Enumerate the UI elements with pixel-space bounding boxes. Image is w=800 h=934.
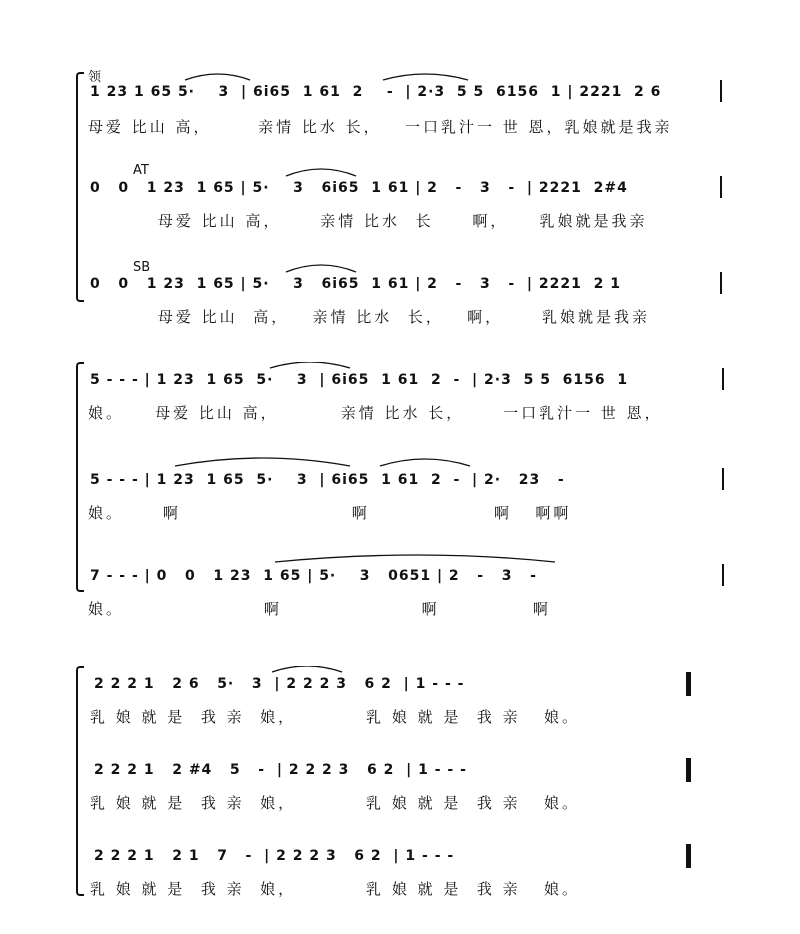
staff-1-notes: 5 - - - | 1 23 1 65 5· 3 | 6i65 1 61 2 - | 2·3 5 5 6156 1 xyxy=(90,372,629,388)
system-brace xyxy=(76,72,84,302)
voice-label-lead: 领 xyxy=(88,70,102,85)
staff-2-notes: 5 - - - | 1 23 1 65 5· 3 | 6i65 1 61 2 - | 2· 23 - xyxy=(90,472,565,488)
barline-right xyxy=(722,564,724,586)
staff-3-lyrics: 母爱 比山 高， 亲情 比水 长， 啊， 乳娘就是我亲 xyxy=(88,308,650,326)
voice-label-sb: SB xyxy=(133,260,151,275)
staff-3-notes: 0 0 1 23 1 65 | 5· 3 6i65 1 61 | 2 - 3 - | 2221 2 1 xyxy=(90,276,621,292)
score-system-1 xyxy=(0,0,800,326)
system-brace xyxy=(76,362,84,592)
staff-2-lyrics: 乳 娘 就 是 我 亲 娘， 乳 娘 就 是 我 亲 娘。 xyxy=(90,794,580,812)
staff-3-lyrics: 娘。 啊 啊 啊 xyxy=(88,600,551,618)
barline-right xyxy=(720,272,722,294)
staff-1-lyrics: 母爱 比山 高， 亲情 比水 长， 一口乳汁一 世 恩，乳娘就是我亲 xyxy=(88,118,673,136)
staff-2-notes: 0 0 1 23 1 65 | 5· 3 6i65 1 61 | 2 - 3 - | 2221 2#4 xyxy=(90,180,628,196)
barline-right xyxy=(720,176,722,198)
staff-1-lyrics: 娘。 母爱 比山 高， 亲情 比水 长， 一口乳汁一 世 恩， xyxy=(88,404,663,422)
final-barline xyxy=(686,844,691,868)
staff-1-lyrics: 乳 娘 就 是 我 亲 娘， 乳 娘 就 是 我 亲 娘。 xyxy=(90,708,580,726)
final-barline xyxy=(686,758,691,782)
staff-1-notes: 2 2 2 1 2 6 5· 3 | 2 2 2 3 6 2 | 1 - - - xyxy=(94,676,465,692)
voice-label-at: AT xyxy=(133,163,149,178)
staff-2-lyrics: 娘。 啊 啊 啊 啊啊 xyxy=(88,504,572,522)
barline-right xyxy=(722,468,724,490)
staff-3-notes: 2 2 2 1 2 1 7 - | 2 2 2 3 6 2 | 1 - - - xyxy=(94,848,455,864)
score-system-2 xyxy=(0,362,800,632)
final-barline xyxy=(686,672,691,696)
staff-2-notes: 2 2 2 1 2 #4 5 - | 2 2 2 3 6 2 | 1 - - - xyxy=(94,762,467,778)
staff-3-notes: 7 - - - | 0 0 1 23 1 65 | 5· 3 0651 | 2 - 3 - xyxy=(90,568,537,584)
system-brace xyxy=(76,666,84,896)
score-system-3 xyxy=(0,666,800,934)
staff-1-notes: 1 23 1 65 5· 3 | 6i65 1 61 2 - | 2·3 5 5 6156 1 | 2221 2 6 xyxy=(90,84,662,100)
barline-right xyxy=(720,80,722,102)
slur-marks xyxy=(0,0,800,310)
barline-right xyxy=(722,368,724,390)
staff-2-lyrics: 母爱 比山 高， 亲情 比水 长 啊， 乳娘就是我亲 xyxy=(88,212,648,230)
staff-3-lyrics: 乳 娘 就 是 我 亲 娘， 乳 娘 就 是 我 亲 娘。 xyxy=(90,880,580,898)
